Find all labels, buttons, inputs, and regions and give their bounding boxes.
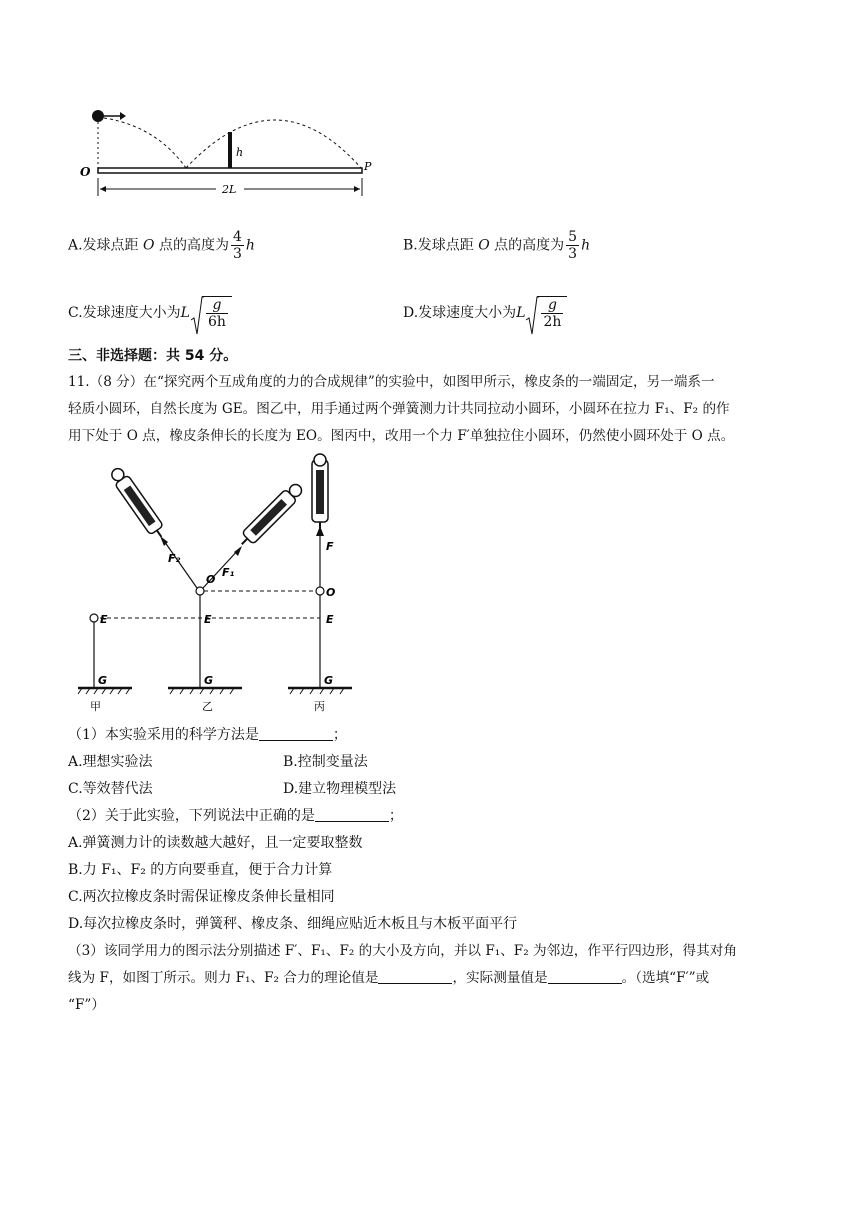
sub2-option-d: D.每次拉橡皮条时，弹簧秤、橡皮条、细绳应贴近木板且与木板平面平行 [68,916,518,932]
svg-text:G: G [98,674,108,687]
projectile-figure [76,92,376,210]
option-d: D.发球速度大小为L $\frac{g}{2h}$ [403,296,567,330]
sqrt-icon: $\frac{g}{6h}$ [190,296,232,330]
svg-text:2L: 2L [222,183,237,196]
svg-text:E: E [326,613,334,626]
svg-text:E: E [204,613,212,626]
answer-blank [378,969,452,984]
svg-text:G: G [324,674,334,687]
sub2-option-c: C.两次拉橡皮条时需保证橡皮条伸长量相同 [68,889,335,905]
sub1-option-c: C.等效替代法 [68,781,153,797]
q11-line2: 轻质小圆环，自然长度为 GE。图乙中，用手通过两个弹簧测力计共同拉动小圆环，小圆环在拉力 F₁、F₂ 的作 [68,401,730,417]
svg-text:甲: 甲 [90,700,101,713]
svg-text:h: h [236,146,244,159]
answer-blank [259,726,333,741]
sub1-question: （1）本实验采用的科学方法是 ； [68,727,347,743]
q11-line3: 用下处于 O 点，橡皮条伸长的长度为 EO。图丙中，改用一个力 F′单独拉住小圆环，仍然使小圆环处于 O 点。 [68,428,735,444]
svg-text:F: F [326,540,334,553]
net [228,132,232,168]
svg-text:F₁: F₁ [222,566,235,579]
svg-text:P: P [364,160,372,173]
answer-blank [315,807,389,822]
option-c: C.发球速度大小为L $\frac{g}{6h}$ [68,296,232,330]
sub1-option-b: B.控制变量法 [283,754,368,770]
sub3-line3: “F”） [68,997,105,1013]
experiment-figure [70,452,370,720]
sub2-option-a: A.弹簧测力计的读数越大越好，且一定要取整数 [68,835,363,851]
ball-icon [92,110,104,122]
answer-blank [548,969,622,984]
sqrt-icon: $\frac{g}{2h}$ [525,296,567,330]
section-heading: 三、非选择题：共 54 分。 [68,348,238,364]
svg-text:E: E [100,613,108,626]
sub1-option-d: D.建立物理模型法 [283,781,397,797]
svg-text:F₂: F₂ [168,552,181,565]
svg-text:G: G [204,674,214,687]
svg-text:乙: 乙 [202,700,213,713]
svg-text:O: O [326,586,336,599]
table [98,168,362,173]
option-b: B.发球点距 O 点的高度为 $\frac{5}{3}$ h [403,229,591,262]
sub1-option-a: A.理想实验法 [68,754,153,770]
svg-text:丙: 丙 [314,700,325,713]
sub3-line2: 线为 F，如图丁所示。则力 F₁、F₂ 合力的理论值是 ，实际测量值是 。（选填“F′”或 [68,970,710,986]
svg-text:O: O [206,573,216,586]
sub3-line1: （3）该同学用力的图示法分别描述 F′、F₁、F₂ 的大小及方向，并以 F₁、F₂ 为邻边，作平行四边形，得其对角 [68,943,737,959]
option-a: A.发球点距 O 点的高度为 $\frac{4}{3}$ h [68,229,255,262]
q11-line1: 11.（8 分）在“探究两个互成角度的力的合成规律”的实验中，如图甲所示，橡皮条的一端固定，另一端系一 [68,374,715,390]
svg-text:O: O [80,165,91,179]
sub2-option-b: B.力 F₁、F₂ 的方向要垂直，便于合力计算 [68,862,333,878]
sub2-question: （2）关于此实验，下列说法中正确的是 ； [68,808,403,824]
